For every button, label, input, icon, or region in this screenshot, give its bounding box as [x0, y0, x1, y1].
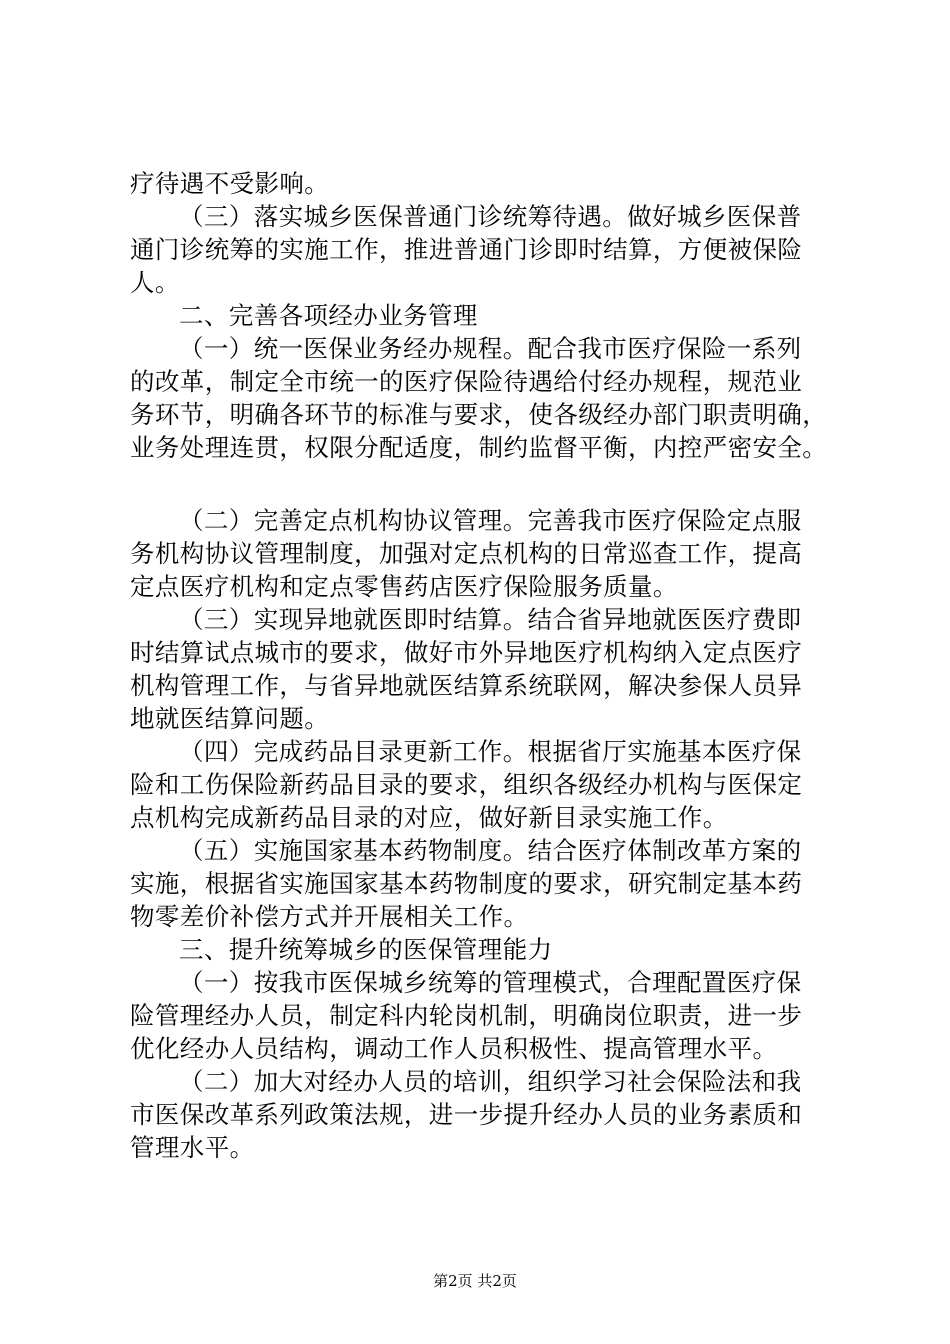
text-line: 机构管理工作，与省异地就医结算系统联网，解决参保人员异: [130, 671, 803, 700]
text-line: 疗待遇不受影响。: [130, 169, 330, 198]
document-body: [130, 167, 830, 1164]
text-line: 市医保改革系列政策法规，进一步提升经办人员的业务素质和: [130, 1100, 803, 1129]
text-line: （一）统一医保业务经办规程。配合我市医疗保险一系列: [179, 334, 802, 363]
paragraph-gap: [130, 464, 830, 504]
text-line: （五）实施国家基本药物制度。结合医疗体制改革方案的: [179, 836, 802, 865]
page-footer: 第2页 共2页: [433, 1272, 517, 1290]
text-line: 的改革，制定全市统一的医疗保险待遇给付经办规程，规范业: [130, 367, 803, 396]
text-line: （三）实现异地就医即时结算。结合省异地就医医疗费即: [179, 605, 802, 634]
text-line: 险和工伤保险新药品目录的要求，组织各级经办机构与医保定: [130, 770, 803, 799]
text-line: （二）加大对经办人员的培训，组织学习社会保险法和我: [179, 1067, 802, 1096]
text-line: 点机构完成新药品目录的对应，做好新目录实施工作。: [130, 803, 728, 832]
text-line: （四）完成药品目录更新工作。根据省厅实施基本医疗保: [179, 737, 802, 766]
text-line: （三）落实城乡医保普通门诊统筹待遇。做好城乡医保普: [179, 202, 802, 231]
text-line: （一）按我市医保城乡统筹的管理模式，合理配置医疗保: [179, 968, 802, 997]
section-heading: 二、完善各项经办业务管理: [179, 301, 478, 330]
text-line: 务机构协议管理制度，加强对定点机构的日常巡查工作，提高: [130, 539, 803, 568]
text-line: 实施，根据省实施国家基本药物制度的要求，研究制定基本药: [130, 869, 803, 898]
text-line: 定点医疗机构和定点零售药店医疗保险服务质量。: [130, 572, 678, 601]
text-line: 管理水平。: [130, 1133, 255, 1162]
text-line: 人。: [130, 268, 180, 297]
text-line: 物零差价补偿方式并开展相关工作。: [130, 902, 529, 931]
section-heading: 三、提升统筹城乡的医保管理能力: [179, 935, 553, 964]
text-line: 优化经办人员结构，调动工作人员积极性、提高管理水平。: [130, 1034, 778, 1063]
text-line: 时结算试点城市的要求，做好市外异地医疗机构纳入定点医疗: [130, 638, 803, 667]
text-line: 险管理经办人员，制定科内轮岗机制，明确岗位职责，进一步: [130, 1001, 803, 1030]
text-line: 务环节，明确各环节的标准与要求，使各级经办部门职责明确，: [130, 400, 828, 429]
text-line: 地就医结算问题。: [130, 704, 330, 733]
text-line: 业务处理连贯，权限分配适度，制约监督平衡，内控严密安全。: [130, 433, 828, 462]
text-line: 通门诊统筹的实施工作，推进普通门诊即时结算，方便被保险: [130, 235, 803, 264]
text-line: （二）完善定点机构协议管理。完善我市医疗保险定点服: [179, 506, 802, 535]
